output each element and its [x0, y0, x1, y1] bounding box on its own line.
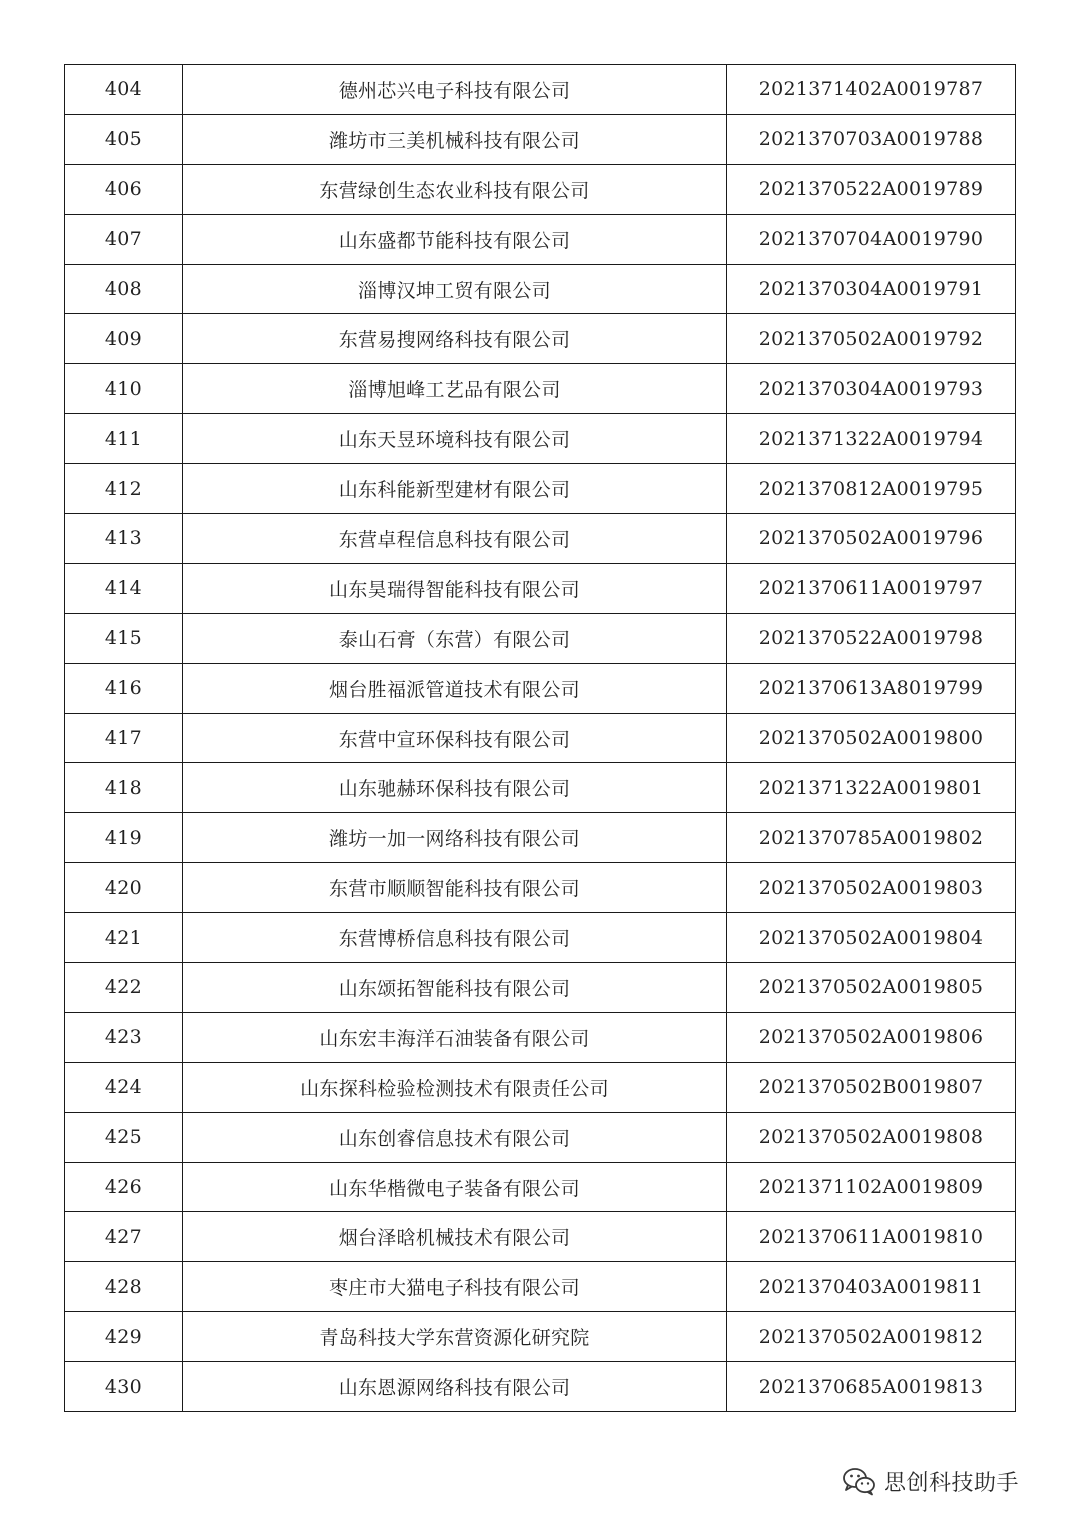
table-row [65, 613, 1016, 663]
row-company-name: 潍坊一加一网络科技有限公司 [183, 813, 727, 863]
row-seq-number: 416 [65, 663, 183, 713]
row-company-name: 东营博桥信息科技有限公司 [183, 913, 727, 963]
row-seq-number: 428 [65, 1262, 183, 1312]
row-seq-number: 408 [65, 264, 183, 314]
row-company-name: 东营易搜网络科技有限公司 [183, 314, 727, 364]
row-registration-code: 2021370403A0019811 [727, 1262, 1016, 1312]
table-row [65, 414, 1016, 464]
table-row [65, 563, 1016, 613]
row-company-name: 烟台泽晗机械技术有限公司 [183, 1212, 727, 1262]
table-row [65, 913, 1016, 963]
row-company-name: 东营卓程信息科技有限公司 [183, 514, 727, 564]
row-seq-number: 413 [65, 514, 183, 564]
row-company-name: 山东昊瑞得智能科技有限公司 [183, 563, 727, 613]
row-registration-code: 2021370502A0019800 [727, 713, 1016, 763]
row-company-name: 德州芯兴电子科技有限公司 [183, 65, 727, 115]
row-registration-code: 2021370304A0019793 [727, 364, 1016, 414]
table-row [65, 1312, 1016, 1362]
row-registration-code: 2021370502A0019796 [727, 514, 1016, 564]
table-row [65, 1012, 1016, 1062]
table-row [65, 65, 1016, 115]
table-body [65, 65, 1016, 1412]
row-registration-code: 2021371322A0019801 [727, 763, 1016, 813]
row-registration-code: 2021370502A0019805 [727, 963, 1016, 1013]
row-company-name: 泰山石膏（东营）有限公司 [183, 613, 727, 663]
row-company-name: 山东华楷微电子装备有限公司 [183, 1162, 727, 1212]
watermark [842, 1463, 1019, 1499]
registration-table [64, 64, 1016, 1412]
row-company-name: 山东科能新型建材有限公司 [183, 464, 727, 514]
row-seq-number: 421 [65, 913, 183, 963]
row-registration-code: 2021370785A0019802 [727, 813, 1016, 863]
row-company-name: 山东探科检验检测技术有限责任公司 [183, 1062, 727, 1112]
row-company-name: 潍坊市三美机械科技有限公司 [183, 114, 727, 164]
row-seq-number: 430 [65, 1362, 183, 1412]
row-company-name: 山东驰赫环保科技有限公司 [183, 763, 727, 813]
row-registration-code: 2021370685A0019813 [727, 1362, 1016, 1412]
watermark-text: 思创科技助手 [884, 1470, 1020, 1496]
row-seq-number: 429 [65, 1312, 183, 1362]
row-company-name: 东营中宣环保科技有限公司 [183, 713, 727, 763]
row-seq-number: 412 [65, 464, 183, 514]
row-registration-code: 2021370522A0019789 [727, 164, 1016, 214]
table-row [65, 314, 1016, 364]
table-row [65, 1362, 1016, 1412]
row-seq-number: 405 [65, 114, 183, 164]
row-seq-number: 425 [65, 1112, 183, 1162]
row-company-name: 东营绿创生态农业科技有限公司 [183, 164, 727, 214]
row-company-name: 山东天昱环境科技有限公司 [183, 414, 727, 464]
row-registration-code: 2021370502A0019803 [727, 863, 1016, 913]
row-registration-code: 2021371322A0019794 [727, 414, 1016, 464]
row-seq-number: 410 [65, 364, 183, 414]
row-seq-number: 426 [65, 1162, 183, 1212]
row-company-name: 山东盛都节能科技有限公司 [183, 214, 727, 264]
table-row [65, 813, 1016, 863]
row-registration-code: 2021371102A0019809 [727, 1162, 1016, 1212]
table-row [65, 164, 1016, 214]
table-row [65, 713, 1016, 763]
table-row [65, 663, 1016, 713]
row-company-name: 淄博旭峰工艺品有限公司 [183, 364, 727, 414]
row-registration-code: 2021370522A0019798 [727, 613, 1016, 663]
table-row [65, 464, 1016, 514]
row-registration-code: 2021371402A0019787 [727, 65, 1016, 115]
row-seq-number: 411 [65, 414, 183, 464]
row-company-name: 青岛科技大学东营资源化研究院 [183, 1312, 727, 1362]
row-registration-code: 2021370502A0019808 [727, 1112, 1016, 1162]
row-registration-code: 2021370812A0019795 [727, 464, 1016, 514]
row-registration-code: 2021370611A0019797 [727, 563, 1016, 613]
row-registration-code: 2021370304A0019791 [727, 264, 1016, 314]
row-company-name: 山东宏丰海洋石油装备有限公司 [183, 1012, 727, 1062]
table-row [65, 763, 1016, 813]
row-company-name: 烟台胜福派管道技术有限公司 [183, 663, 727, 713]
table-row [65, 863, 1016, 913]
row-registration-code: 2021370502A0019804 [727, 913, 1016, 963]
row-seq-number: 419 [65, 813, 183, 863]
table-row [65, 114, 1016, 164]
row-registration-code: 2021370502A0019812 [727, 1312, 1016, 1362]
row-seq-number: 404 [65, 65, 183, 115]
row-registration-code: 2021370611A0019810 [727, 1212, 1016, 1262]
row-company-name: 山东创睿信息技术有限公司 [183, 1112, 727, 1162]
row-registration-code: 2021370502A0019792 [727, 314, 1016, 364]
table-row [65, 264, 1016, 314]
row-seq-number: 415 [65, 613, 183, 663]
table-row [65, 1112, 1016, 1162]
row-seq-number: 423 [65, 1012, 183, 1062]
row-company-name: 东营市顺顺智能科技有限公司 [183, 863, 727, 913]
row-registration-code: 2021370502B0019807 [727, 1062, 1016, 1112]
table-row [65, 1062, 1016, 1112]
table-row [65, 364, 1016, 414]
row-seq-number: 427 [65, 1212, 183, 1262]
row-seq-number: 409 [65, 314, 183, 364]
row-company-name: 枣庄市大猫电子科技有限公司 [183, 1262, 727, 1312]
table-row [65, 1162, 1016, 1212]
row-seq-number: 422 [65, 963, 183, 1013]
row-seq-number: 420 [65, 863, 183, 913]
row-seq-number: 406 [65, 164, 183, 214]
row-company-name: 山东恩源网络科技有限公司 [183, 1362, 727, 1412]
row-company-name: 山东颂拓智能科技有限公司 [183, 963, 727, 1013]
row-seq-number: 417 [65, 713, 183, 763]
row-seq-number: 414 [65, 563, 183, 613]
table-row [65, 963, 1016, 1013]
row-registration-code: 2021370704A0019790 [727, 214, 1016, 264]
row-seq-number: 424 [65, 1062, 183, 1112]
row-seq-number: 418 [65, 763, 183, 813]
wechat-icon [842, 1466, 876, 1496]
table-row [65, 214, 1016, 264]
table-row [65, 514, 1016, 564]
table-row [65, 1212, 1016, 1262]
row-registration-code: 2021370613A8019799 [727, 663, 1016, 713]
row-registration-code: 2021370703A0019788 [727, 114, 1016, 164]
row-company-name: 淄博汉坤工贸有限公司 [183, 264, 727, 314]
row-registration-code: 2021370502A0019806 [727, 1012, 1016, 1062]
row-seq-number: 407 [65, 214, 183, 264]
table-row [65, 1262, 1016, 1312]
